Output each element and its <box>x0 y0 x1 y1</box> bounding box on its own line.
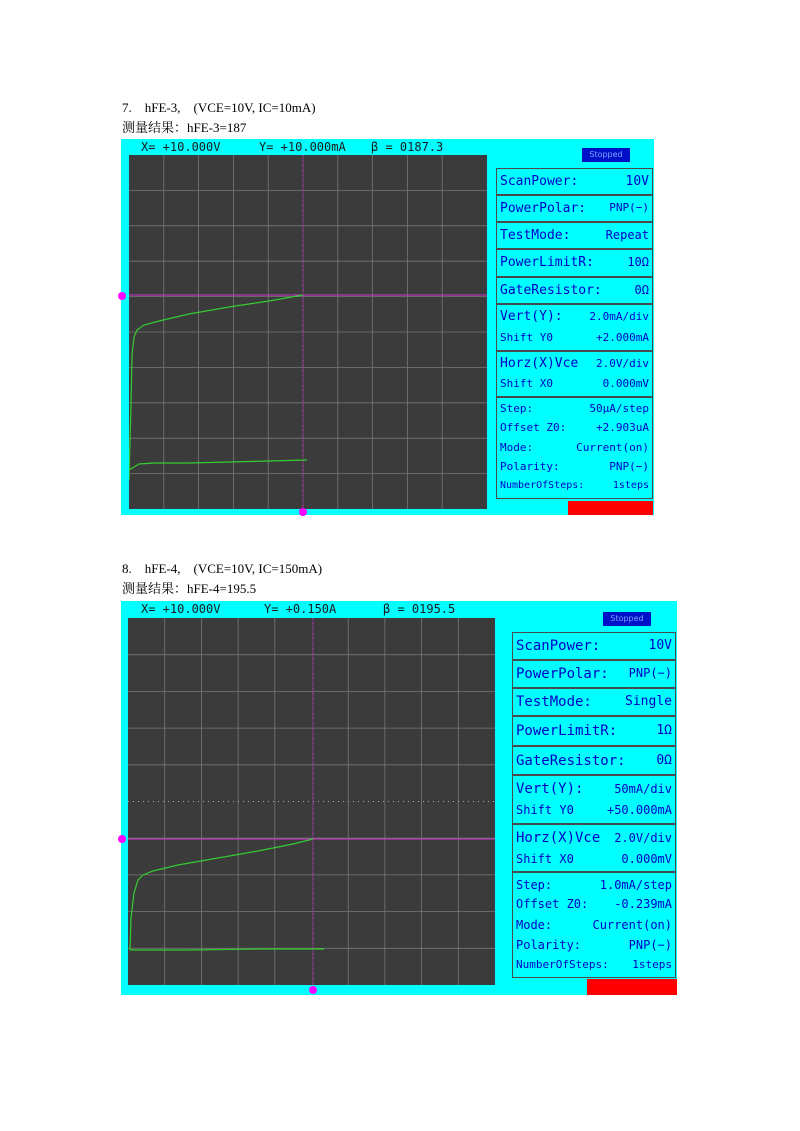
shift-y-label: Shift Y0 <box>500 331 553 344</box>
power-polar-label: PowerPolar: <box>516 666 609 682</box>
polarity-value: PNP(−) <box>609 460 649 473</box>
scan-power-label: ScanPower: <box>500 174 579 189</box>
run-indicator-bar <box>587 979 677 995</box>
shift-x-value: 0.000mV <box>602 377 649 390</box>
shift-x-label: Shift X0 <box>500 377 553 390</box>
grid <box>129 155 487 509</box>
vert-value: 50mA/div <box>614 782 672 796</box>
polarity-value: PNP(−) <box>628 938 672 952</box>
shift-y-value: +2.000mA <box>596 331 649 344</box>
gate-resistor-label: GateResistor: <box>500 283 602 298</box>
scan-power-value: 10V <box>648 638 672 653</box>
power-polar-label: PowerPolar: <box>500 201 587 216</box>
power-limit-box <box>496 249 653 277</box>
plot-screen <box>128 618 495 985</box>
scan-power-label: ScanPower: <box>516 638 601 654</box>
gate-resistor-box <box>512 746 676 775</box>
stopped-badge: Stopped <box>582 148 630 162</box>
beta-readout: β = 0187.3 <box>371 140 444 154</box>
y-cursor-marker[interactable] <box>118 835 126 843</box>
test-mode-value: Single <box>625 694 672 709</box>
y-readout: Y= +0.150A <box>264 602 337 616</box>
trace-lower <box>130 949 324 950</box>
section-7-heading: 7. hFE-3, (VCE=10V, IC=10mA) <box>122 100 316 115</box>
trace-lower <box>129 460 307 470</box>
test-mode-value: Repeat <box>605 228 649 242</box>
trace-upper <box>130 839 313 950</box>
settings-panel <box>512 632 676 978</box>
mode-value: Current(on) <box>576 441 649 454</box>
y-readout: Y= +10.000mA <box>259 140 346 154</box>
y-cursor-marker[interactable] <box>118 292 126 300</box>
x-cursor-marker[interactable] <box>309 986 317 994</box>
trace-upper <box>129 295 303 480</box>
beta-readout: β = 0195.5 <box>383 602 456 616</box>
stopped-badge: Stopped <box>603 612 651 626</box>
plot-screen <box>129 155 487 509</box>
step-label: Step: <box>500 402 534 415</box>
step-label: Step: <box>516 878 553 892</box>
step-box <box>496 397 653 499</box>
power-limit-label: PowerLimitR: <box>500 255 594 270</box>
power-polar-value: PNP(−) <box>628 666 672 680</box>
step-value: 1.0mA/step <box>599 878 672 892</box>
power-limit-value: 10Ω <box>627 255 649 269</box>
horz-label: Horz(X)Vce <box>516 830 601 846</box>
x-cursor-marker[interactable] <box>299 508 307 516</box>
tracer-screenshot-7 <box>121 139 654 515</box>
test-mode-box <box>496 222 653 249</box>
mode-value: Current(on) <box>592 918 672 932</box>
test-mode-label: TestMode: <box>516 694 592 710</box>
vert-box <box>496 304 653 351</box>
horz-box <box>512 824 676 872</box>
section-8-result: 测量结果：hFE-4=195.5 <box>122 581 257 596</box>
vert-box <box>512 775 676 824</box>
steps-label: NumberOfSteps: <box>516 958 609 971</box>
step-value: 50μA/step <box>589 402 649 415</box>
mode-label: Mode: <box>516 918 553 932</box>
test-mode-box <box>512 688 676 716</box>
status-bar <box>121 601 677 617</box>
scan-power-box <box>512 632 676 660</box>
steps-value: 1steps <box>632 958 672 971</box>
offset-label: Offset Z0: <box>516 897 589 911</box>
test-mode-label: TestMode: <box>500 228 571 243</box>
gate-resistor-label: GateResistor: <box>516 753 626 769</box>
tracer-screenshot-8 <box>121 601 677 995</box>
horz-value: 2.0V/div <box>596 357 649 370</box>
shift-x-value: 0.000mV <box>621 852 672 866</box>
power-polar-value: PNP(−) <box>609 201 649 214</box>
x-readout: X= +10.000V <box>141 140 221 154</box>
steps-label: NumberOfSteps: <box>500 480 585 491</box>
polarity-label: Polarity: <box>500 460 560 473</box>
power-limit-box <box>512 716 676 746</box>
section-7-result: 测量结果：hFE-3=187 <box>122 120 247 135</box>
plot-svg <box>128 618 495 985</box>
gate-resistor-value: 0Ω <box>634 283 649 297</box>
polarity-label: Polarity: <box>516 938 582 952</box>
settings-panel <box>496 168 653 499</box>
scan-power-box <box>496 168 653 195</box>
power-polar-box <box>496 195 653 222</box>
vert-label: Vert(Y): <box>516 781 584 797</box>
power-limit-value: 1Ω <box>656 723 672 738</box>
shift-x-label: Shift X0 <box>516 852 574 866</box>
horz-box <box>496 351 653 397</box>
horz-value: 2.0V/div <box>614 831 672 845</box>
gate-resistor-box <box>496 277 653 304</box>
scan-power-value: 10V <box>625 174 649 189</box>
steps-value: 1steps <box>612 480 649 491</box>
step-box <box>512 872 676 978</box>
run-indicator-bar <box>568 501 653 515</box>
shift-y-label: Shift Y0 <box>516 803 574 817</box>
shift-y-value: +50.000mA <box>606 803 672 817</box>
status-bar <box>121 139 654 155</box>
x-readout: X= +10.000V <box>141 602 221 616</box>
vert-label: Vert(Y): <box>500 309 563 324</box>
offset-label: Offset Z0: <box>500 421 567 434</box>
power-limit-label: PowerLimitR: <box>516 723 618 739</box>
vert-value: 2.0mA/div <box>589 310 649 323</box>
mode-label: Mode: <box>500 441 534 454</box>
gate-resistor-value: 0Ω <box>656 753 672 768</box>
offset-value: -0.239mA <box>614 897 672 911</box>
plot-svg <box>129 155 487 509</box>
horz-label: Horz(X)Vce <box>500 356 579 371</box>
section-8-heading: 8. hFE-4, (VCE=10V, IC=150mA) <box>122 561 323 576</box>
power-polar-box <box>512 660 676 688</box>
offset-value: +2.903uA <box>596 421 649 434</box>
